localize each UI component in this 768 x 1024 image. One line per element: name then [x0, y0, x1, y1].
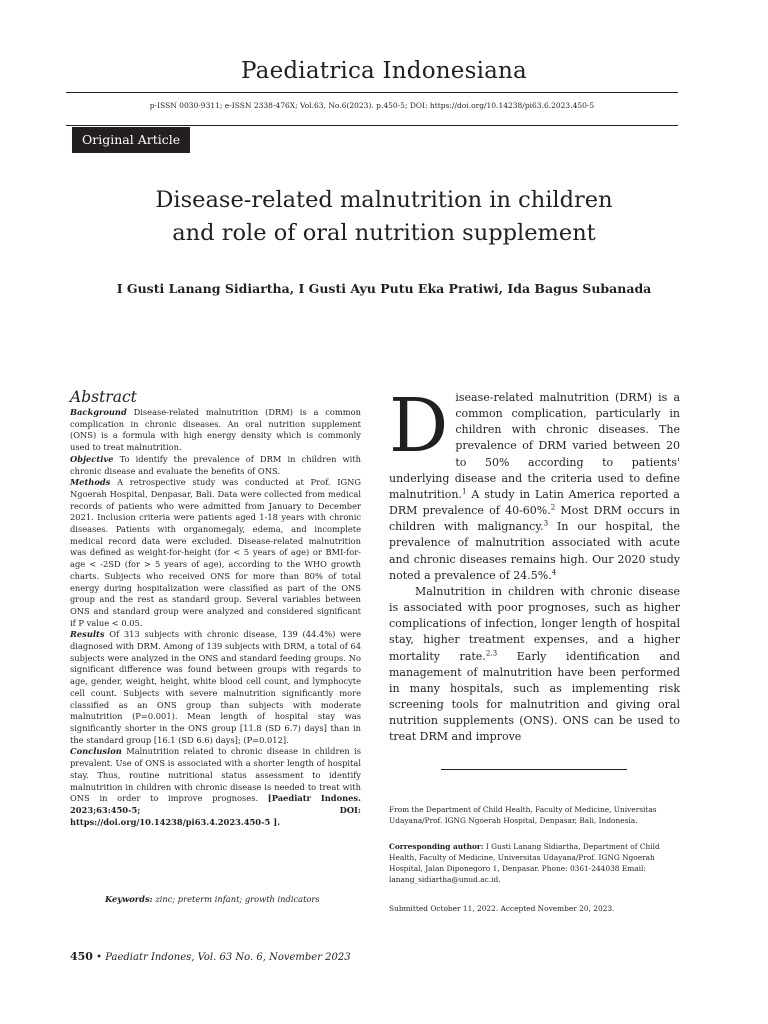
ref-citation[interactable]: 2 — [550, 502, 556, 512]
corresponding-author-label: Corresponding author: — [389, 842, 484, 851]
abstract-objective-text: To identify the prevalence of DRM in children with chronic disease and evaluate the benefits of ONS. — [70, 453, 361, 476]
abstract-methods — [70, 477, 361, 629]
article-title — [0, 184, 768, 250]
abstract-results — [70, 629, 361, 746]
corresponding-author-text: I Gusti Lanang Sidiartha, Department of Child Health, Faculty of Medicine, Universitas Udayana/Prof. IGNG Ngoerah Hospital, Jalan Diponegoro 1, Denpasar. Phone: 0361-244038 Email: lanang_sidiartha@unud.ac.id. — [389, 842, 660, 884]
header-rule-bottom — [66, 125, 678, 126]
abstract-citation: [Paediatr Indones. 2023;63:450-5; DOI: https://doi.org/10.14238/pi63.4.2023.450-5 ]. — [70, 793, 361, 827]
intro-text: Malnutrition in children with chronic disease is associated with poor prognoses, such as higher complications of infection, longer length of hospital stay, higher treatment expenses, and a higher mortality rate. — [389, 584, 680, 663]
intro-text: A study in Latin America reported a DRM prevalence of 40-60%. — [389, 487, 680, 518]
abstract-body — [70, 407, 361, 828]
abstract-conclusion-label: Conclusion — [70, 746, 122, 757]
issn-line: p-ISSN 0030-9311; e-ISSN 2338-476X; Vol.63, No.6(2023). p.450-5; DOI: https://doi.org/10.14238/pi63.6.2023.450-5 — [149, 101, 595, 110]
footnote-affiliation: From the Department of Child Health, Faculty of Medicine, Universitas Udayana/Prof. IGNG Ngoerah Hospital, Denpasar, Bali, Indonesia. — [389, 805, 657, 825]
journal-title: Paediatrica Indonesiana — [241, 58, 527, 84]
ref-citation[interactable]: 3 — [543, 518, 549, 528]
abstract-background-label: Background — [70, 407, 127, 417]
footer-bullet: • — [96, 952, 103, 963]
abstract-background — [70, 407, 361, 454]
drop-cap: D — [389, 383, 449, 469]
abstract-conclusion-text: Malnutrition related to chronic disease in children is prevalent. Use of ONS is associated with a shorter length of hospital stay. Thus, routine nutritional status assessment to identify malnutrition in children with chronic disease is needed to treat with ONS in order to improve prognoses. — [70, 746, 361, 804]
header-rule-top — [66, 92, 678, 93]
ref-citation[interactable]: 2,3 — [485, 647, 498, 657]
intro-text: isease-related malnutrition (DRM) is a common complication, particularly in children with chronic diseases. The prevalence of DRM varied between 20 to 50% according to patients' underlying disease and the criteria used to define malnutrition. — [389, 391, 680, 501]
intro-text: Early identification and management of malnutrition have been performed in many hospitals, such as implementing risk screening tools for malnutrition and giving oral nutrition supplements (ONS). ONS can be used to treat DRM and improve — [389, 649, 681, 744]
abstract-results-text: Of 313 subjects with chronic disease, 139 (44.4%) were diagnosed with DRM. Among of 139 subjects with DRM, a total of 64 subjects were analyzed in the ONS and standard feeding groups. No significant difference was found between groups with regards to age, gender, weight, height, white blood cell count, and lymphocyte cell count. Subjects with severe malnutrition significantly more classified as an ONS group than subjects with moderate malnutrition (P=0.001). Mean length of hospital stay was significantly shorter in the ONS group [11.8 (SD 6.7) days] than in the standard group [16.1 (SD 6.6) days]; (P=0.012]. — [70, 629, 361, 745]
intro-text: In our hospital, the prevalence of malnutrition associated with acute and chronic diseases remains high. Our 2020 study noted a prevalence of 24.5%. — [389, 520, 680, 582]
abstract-heading: Abstract — [70, 388, 137, 406]
author-list: I Gusti Lanang Sidiartha, I Gusti Ayu Putu Eka Pratiwi, Ida Bagus Subanada — [116, 281, 652, 296]
article-title-line-1: Disease-related malnutrition in children — [155, 187, 613, 213]
abstract-objective — [70, 454, 361, 477]
page-footer — [70, 950, 351, 963]
keywords-label: Keywords: — [105, 894, 153, 904]
keywords-text: zinc; preterm infant; growth indicators — [155, 894, 320, 904]
abstract-results-label: Results — [70, 629, 105, 640]
article-title-line-2: and role of oral nutrition supplement — [172, 220, 596, 246]
page-number: 450 — [70, 950, 93, 963]
footnote-corresponding-author — [389, 841, 680, 885]
intro-paragraph-1 — [389, 383, 680, 584]
ref-citation[interactable]: 4 — [551, 567, 557, 577]
footer-journal-ref: Paediatr Indones, Vol. 63 No. 6, November 2023 — [105, 952, 351, 963]
footnote-rule — [441, 769, 627, 770]
introduction — [389, 383, 681, 745]
intro-text: Most DRM occurs in children with malignancy. — [389, 504, 680, 534]
abstract-methods-label: Methods — [70, 477, 111, 488]
abstract-background-text: Disease-related malnutrition (DRM) is a common complication in chronic diseases. An oral nutrition supplement (ONS) is a formula with high energy density which is commonly used to treat malnutrition. — [70, 407, 361, 453]
article-type-badge: Original Article — [72, 127, 190, 153]
ref-citation[interactable]: 1 — [462, 486, 467, 496]
footnote-submitted: Submitted October 11, 2022. Accepted November 20, 2023. — [389, 904, 615, 913]
keywords — [105, 894, 320, 904]
abstract-conclusion — [70, 746, 361, 828]
abstract-objective-label: Objective — [70, 453, 114, 464]
intro-paragraph-2 — [389, 584, 680, 746]
abstract-methods-text: A retrospective study was conducted at Prof. IGNG Ngoerah Hospital, Denpasar, Bali. Data were collected from medical records of patients who were admitted from January to December 2021. Inclusion criteria were patients aged 1-18 years with chronic diseases. Patients with organomegaly, edema, and incomplete medical record data were excluded. Disease-related malnutrition was defined as weight-for-height (for < 5 years of age) or BMI-for-age < -2SD (for > 5 years of age), according to the WHO growth charts. Subjects who received ONS for more than 80% of total energy during hospitalization were classified as part of the ONS group and the rest as standard group. Several variables between ONS and standard group were analyzed and considered significant if P value < 0.05. — [70, 477, 362, 628]
